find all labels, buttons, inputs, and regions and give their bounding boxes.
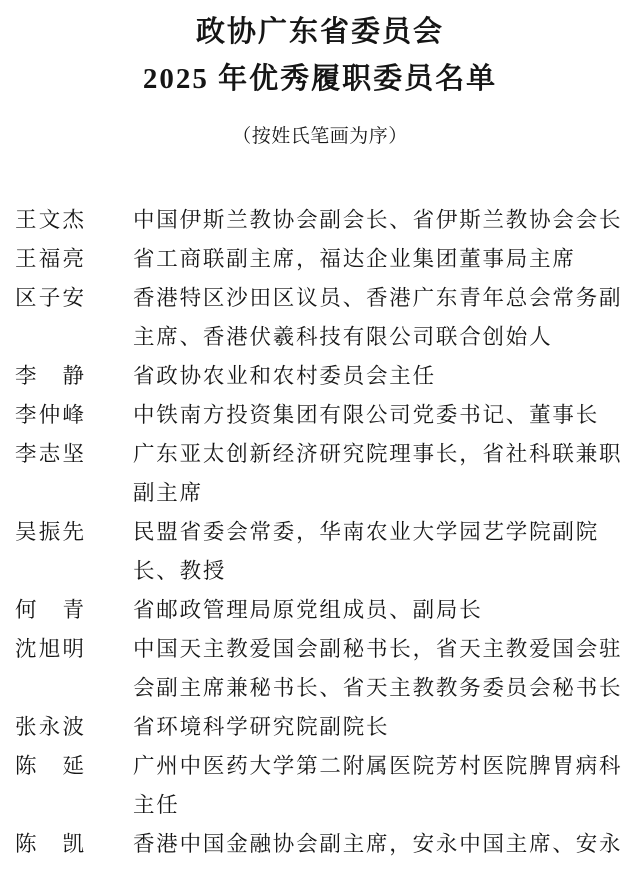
member-name-char: 何 xyxy=(15,598,37,622)
member-name-char: 波 xyxy=(62,715,84,739)
member-name-char: 吴 xyxy=(15,520,37,544)
member-name-char: 区 xyxy=(15,286,37,310)
member-name-char: 李 xyxy=(15,364,37,388)
member-name-char: 志 xyxy=(38,442,61,466)
member-name-char: 延 xyxy=(62,754,84,778)
member-name xyxy=(15,513,84,552)
member-row xyxy=(15,825,640,864)
member-name-char: 安 xyxy=(62,286,84,310)
member-row xyxy=(15,357,640,396)
member-name xyxy=(15,708,84,747)
member-name-char: 沈 xyxy=(15,637,37,661)
member-title: 中国伊斯兰教协会副会长、省伊斯兰教协会会长 xyxy=(133,208,623,232)
member-title: 广州中医药大学第二附属医院芳村医院脾胃病科主任 xyxy=(133,754,623,817)
member-name-char: 青 xyxy=(62,598,84,622)
member-name xyxy=(15,825,84,864)
member-title: 中国天主教爱国会副秘书长，省天主教爱国会驻会副主席兼秘书长、省天主教教务委员会秘书长 xyxy=(133,637,623,700)
member-title: 省环境科学研究院副院长 xyxy=(133,715,390,739)
member-name-char: 李 xyxy=(15,403,37,427)
page-title-line1: 政协广东省委员会 xyxy=(195,16,444,48)
member-row xyxy=(15,396,640,435)
member-name-char: 振 xyxy=(38,520,61,544)
member-row xyxy=(15,201,640,240)
member-name-char: 陈 xyxy=(15,832,37,856)
page-title-line2: 2025 年优秀履职委员名单 xyxy=(142,63,498,95)
member-name xyxy=(15,240,84,279)
member-name-char: 旭 xyxy=(38,637,61,661)
member-name-char: 福 xyxy=(38,247,61,271)
member-row xyxy=(15,747,640,825)
member-name xyxy=(15,747,84,786)
member-title: 广东亚太创新经济研究院理事长，省社科联兼职副主席 xyxy=(133,442,623,505)
member-name-char: 永 xyxy=(38,715,61,739)
member-title: 香港中国金融协会副主席，安永中国主席、安永 xyxy=(133,832,623,856)
member-name-char: 先 xyxy=(62,520,84,544)
member-name-char: 峰 xyxy=(62,403,84,427)
document-page xyxy=(0,9,640,880)
member-name-char: 静 xyxy=(62,364,84,388)
member-name xyxy=(15,591,84,630)
member-title: 省工商联副主席，福达企业集团董事局主席 xyxy=(133,247,576,271)
member-name xyxy=(15,630,84,669)
member-name-char: 文 xyxy=(38,208,61,232)
sort-order-note: （按姓氏笔画为序） xyxy=(232,126,408,147)
member-name-char: 陈 xyxy=(15,754,37,778)
page-title xyxy=(0,9,640,103)
member-name xyxy=(15,201,84,240)
member-name-char: 亮 xyxy=(62,247,84,271)
member-name-char: 坚 xyxy=(62,442,84,466)
member-name-char: 李 xyxy=(15,442,37,466)
member-name-char: 王 xyxy=(15,247,37,271)
member-name xyxy=(15,279,84,318)
member-name xyxy=(15,435,84,474)
member-row xyxy=(15,591,640,630)
member-name xyxy=(15,357,84,396)
member-name-char: 子 xyxy=(38,286,61,310)
member-name xyxy=(15,396,84,435)
member-list xyxy=(0,201,640,864)
member-row xyxy=(15,435,640,513)
member-row xyxy=(15,279,640,357)
member-name-char: 明 xyxy=(62,637,84,661)
member-row xyxy=(15,708,640,747)
member-title: 香港特区沙田区议员、香港广东青年总会常务副主席、香港伏羲科技有限公司联合创始人 xyxy=(133,286,623,349)
member-title: 中铁南方投资集团有限公司党委书记、董事长 xyxy=(133,403,600,427)
member-name-char: 仲 xyxy=(38,403,61,427)
member-row xyxy=(15,240,640,279)
member-name-char: 凯 xyxy=(62,832,84,856)
member-title: 省政协农业和农村委员会主任 xyxy=(133,364,436,388)
member-name-char: 杰 xyxy=(62,208,84,232)
member-row xyxy=(15,630,640,708)
member-row xyxy=(15,513,640,591)
member-name-char: 张 xyxy=(15,715,37,739)
member-title: 省邮政管理局原党组成员、副局长 xyxy=(133,598,483,622)
member-title: 民盟省委会常委，华南农业大学园艺学院副院长、教授 xyxy=(133,520,600,583)
member-name-char: 王 xyxy=(15,208,37,232)
